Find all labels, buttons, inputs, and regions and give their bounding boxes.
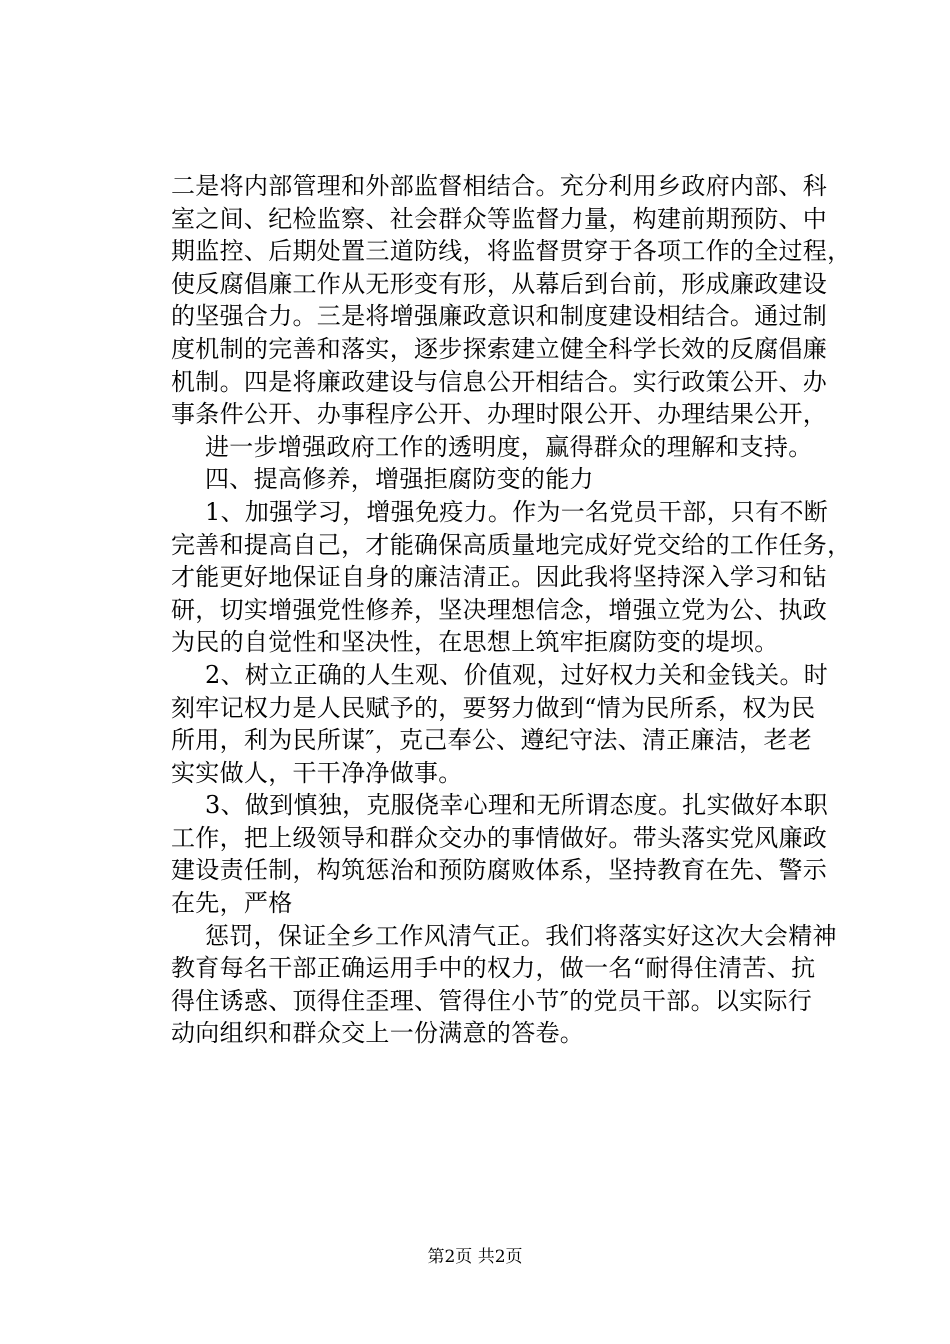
text-line: 进一步增强政府工作的透明度，赢得群众的理解和支持。	[205, 432, 813, 461]
text-line: 机制。四是将廉政建设与信息公开相结合。实行政策公开、办	[171, 367, 828, 396]
text-line: 室之间、纪检监察、社会群众等监督力量，构建前期预防、中	[171, 204, 828, 233]
text-line: 研，切实增强党性修养，坚决理想信念，增强立党为公、执政	[171, 595, 828, 624]
text-line: 动向组织和群众交上一份满意的答卷。	[171, 1019, 585, 1048]
text-line: 事条件公开、办事程序公开、办理时限公开、办理结果公开，	[171, 400, 828, 429]
text-line: 教育每名干部正确运用手中的权力，做一名“耐得住清苦、抗	[171, 954, 816, 983]
text-line: 3、做到慎独，克服侥幸心理和无所谓态度。扎实做好本职	[205, 791, 829, 820]
text-line: 惩罚，保证全乡工作风清气正。我们将落实好这次大会精神	[205, 921, 837, 950]
text-line: 使反腐倡廉工作从无形变有形，从幕后到台前，形成廉政建设	[171, 269, 828, 298]
text-line: 刻牢记权力是人民赋予的，要努力做到“情为民所系，权为民	[171, 693, 816, 722]
text-line: 2、树立正确的人生观、价值观，过好权力关和金钱关。时	[205, 660, 829, 689]
text-line: 得住诱惑、顶得住歪理、管得住小节″的党员干部。以实际行	[171, 986, 813, 1015]
text-line: 在先，严格	[171, 889, 293, 918]
text-line: 期监控、后期处置三道防线，将监督贯穿于各项工作的全过程，	[171, 237, 852, 266]
text-line: 为民的自觉性和坚决性，在思想上筑牢拒腐防变的堤坝。	[171, 628, 779, 657]
text-line: 的坚强合力。三是将增强廉政意识和制度建设相结合。通过制	[171, 302, 828, 331]
text-line: 所用，利为民所谋″，克己奉公、遵纪守法、清正廉洁，老老	[171, 726, 813, 755]
text-line: 才能更好地保证自身的廉洁清正。因此我将坚持深入学习和钻	[171, 563, 828, 592]
text-line: 实实做人，干干净净做事。	[171, 758, 463, 787]
text-line: 度机制的完善和落实，逐步探索建立健全科学长效的反腐倡廉	[171, 334, 828, 363]
text-line: 1、加强学习，增强免疫力。作为一名党员干部，只有不断	[205, 497, 829, 526]
text-line: 工作，把上级领导和群众交办的事情做好。带头落实党风廉政	[171, 823, 828, 852]
text-line: 二是将内部管理和外部监督相结合。充分利用乡政府内部、科	[171, 172, 828, 200]
document-body	[171, 170, 852, 1050]
text-line: 完善和提高自己，才能确保高质量地完成好党交给的工作任务，	[171, 530, 852, 559]
page-footer: 第2页 共2页	[427, 1247, 523, 1267]
text-line: 四、提高修养，增强拒腐防变的能力	[205, 465, 594, 494]
text-line: 建设责任制，构筑惩治和预防腐败体系，坚持教育在先、警示	[171, 856, 828, 885]
